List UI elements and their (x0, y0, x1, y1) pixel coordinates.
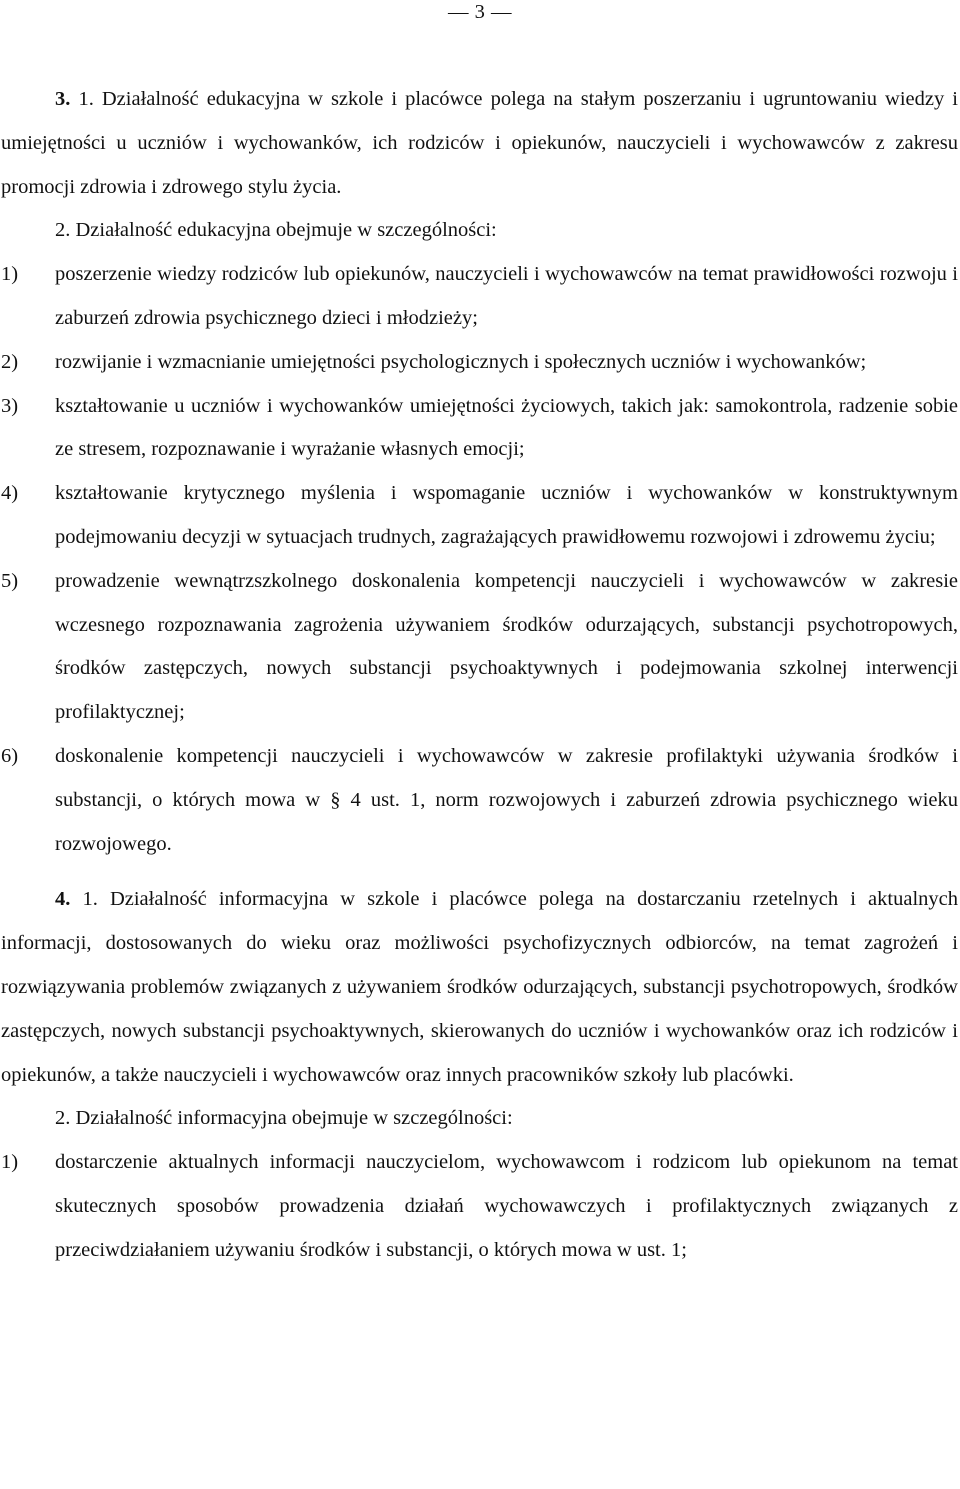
list-item-number: 5) (1, 569, 19, 592)
section-3-number: 3. (55, 88, 71, 110)
list-item-number: 3) (1, 394, 19, 417)
list-item (1, 560, 958, 735)
list-item-text: prowadzenie wewnątrzszkolnego doskonalenia kompetencji nauczycieli i wychowawców w zakresie wczesnego rozpoznawania zagrożenia używaniem środków odurzających, substancji psychotropowych, środków zastępczych, nowych substancji psychoaktywnych i podejmowania szkolnej interwencji profilaktycznej; (55, 569, 958, 724)
list-item (1, 472, 958, 560)
list-item-text: poszerzenie wiedzy rodziców lub opiekunów, nauczycieli i wychowawców na temat prawidłowości rozwoju i zaburzeń zdrowia psychicznego dzieci i młodzieży; (55, 263, 958, 329)
list-item-text: doskonalenie kompetencji nauczycieli i wychowawców w zakresie profilaktyki używania środków i substancji, o których mowa w § 4 ust. 1, norm rozwojowych i zaburzeń zdrowia psychicznego wieku rozwojowego. (55, 744, 958, 855)
list-item-text: rozwijanie i wzmacnianie umiejętności psychologicznych i społecznych uczniów i wychowanków; (55, 350, 867, 373)
section-spacer (1, 866, 958, 878)
list-item-number: 1) (1, 1151, 19, 1174)
list-item (1, 735, 958, 866)
section-4-paragraph-2: 2. Działalność informacyjna obejmuje w szczególności: (55, 1107, 513, 1130)
section-4-paragraph-1-text: 1. Działalność informacyjna w szkole i placówce polega na dostarczaniu rzetelnych i aktualnych informacji, dostosowanych do wieku oraz możliwości psychofizycznych odbiorców, na temat zagrożeń i rozwiązywania problemów związanych z używaniem środków odurzających, substancji psychotropowych, środków zastępczych, nowych substancji psychoaktywnych, skierowanych do uczniów i wychowanków oraz ich rodziców i opiekunów, a także nauczycieli i wychowawców oraz innych pracowników szkoły lub placówki. (1, 888, 958, 1086)
page-number: — 3 — (448, 1, 512, 23)
list-item-number: 2) (1, 350, 19, 373)
section-4-number: 4. (55, 888, 71, 911)
section-3-paragraph-1-text: 1. Działalność edukacyjna w szkole i placówce polega na stałym poszerzaniu i ugruntowaniu wiedzy i umiejętności u uczniów i wychowanków, ich rodziców i opiekunów, nauczycieli i wychowawców z zakresu promocji zdrowia i zdrowego stylu życia. (1, 88, 958, 198)
document-body (1, 78, 958, 1273)
section-3-paragraph-2: 2. Działalność edukacyjna obejmuje w szczególności: (55, 219, 497, 242)
section-4-paragraph-1 (1, 878, 958, 1097)
section-3-paragraph-1 (1, 78, 958, 209)
list-item-text: dostarczenie aktualnych informacji nauczycielom, wychowawcom i rodzicom lub opiekunom na temat skutecznych sposobów prowadzenia działań wychowawczych i profilaktycznych związanych z przeciwdziałaniem używaniu środków i substancji, o których mowa w ust. 1; (55, 1151, 958, 1261)
list-item (1, 341, 958, 385)
list-item-text: kształtowanie krytycznego myślenia i wspomaganie uczniów i wychowanków w konstruktywnym podejmowaniu decyzji w sytuacjach trudnych, zagrażających prawidłowemu rozwojowi i zdrowemu życiu; (55, 482, 958, 548)
list-item-text: kształtowanie u uczniów i wychowanków umiejętności życiowych, takich jak: samokontrola, radzenie sobie ze stresem, rozpoznawanie i wyrażanie własnych emocji; (55, 394, 958, 461)
list-item-number: 4) (1, 482, 19, 505)
list-item (1, 1141, 958, 1272)
list-item (1, 385, 958, 473)
list-item-number: 6) (1, 744, 19, 767)
list-item (1, 253, 958, 341)
list-item-number: 1) (1, 263, 19, 286)
